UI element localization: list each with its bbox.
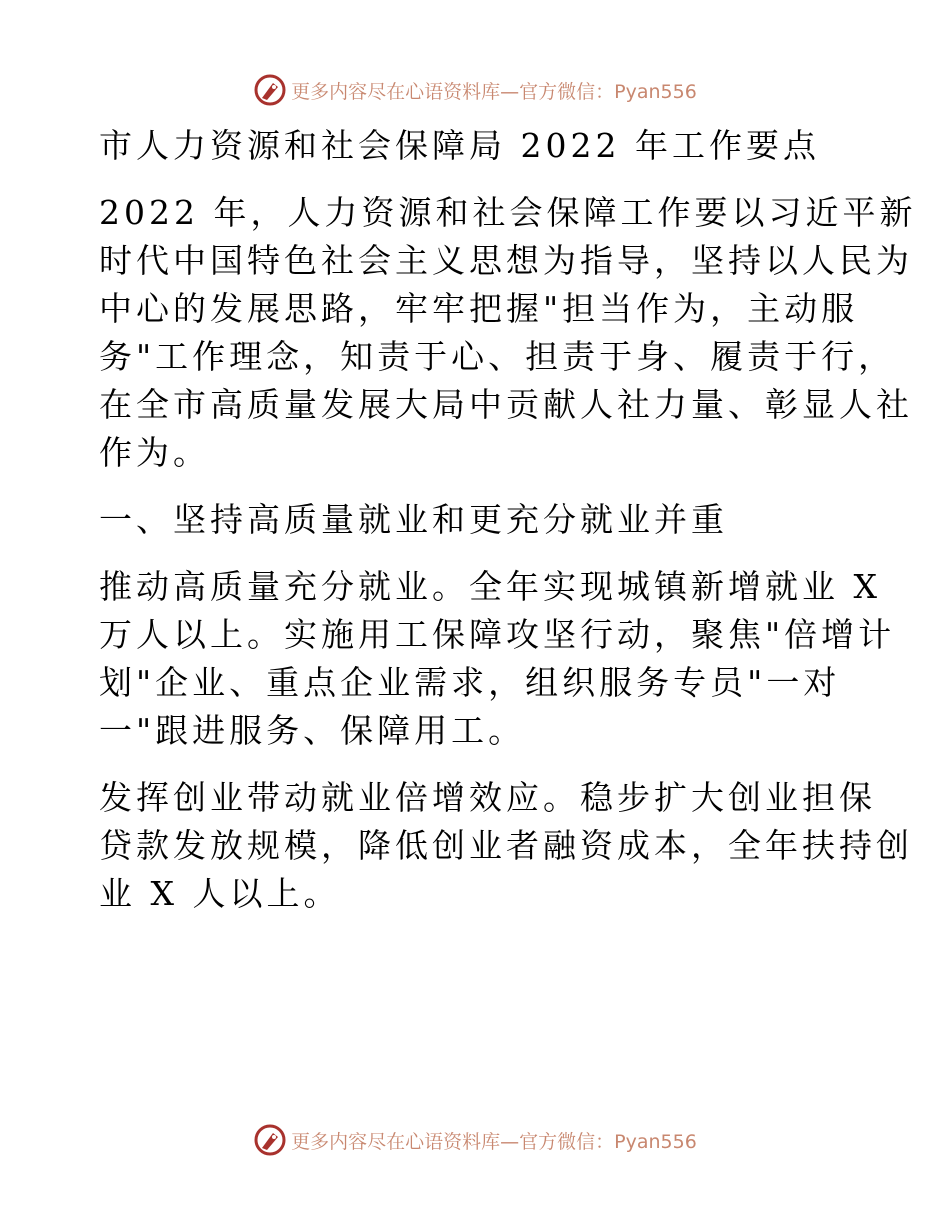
paragraph-line: 中心的发展思路，牢牢把握"担当作为，主动服	[99, 289, 859, 328]
paragraph-line: 推动高质量充分就业。全年实现城镇新增就业 X	[99, 567, 881, 606]
watermark-text: 更多内容尽在心语资料库—官方微信：Pyan556	[291, 1130, 697, 1153]
watermark-wechat-id: Pyan556	[614, 80, 697, 103]
paragraph-line: 作为。	[99, 433, 210, 472]
paragraph-entrepreneurship	[99, 774, 913, 918]
footer-watermark	[0, 1122, 950, 1158]
paragraph-line: 业 X 人以上。	[99, 874, 341, 913]
intro-paragraph	[99, 189, 917, 477]
document-title: 市人力资源和社会保障局 2022 年工作要点	[99, 126, 820, 165]
pen-nib-logo-icon	[253, 1123, 287, 1157]
paragraph-line: 务"工作理念，知责于心、担责于身、履责于行，	[99, 337, 896, 376]
paragraph-line: 一"跟进服务、保障用工。	[99, 711, 526, 750]
watermark-text: 更多内容尽在心语资料库—官方微信：Pyan556	[291, 80, 697, 103]
paragraph-line: 在全市高质量发展大局中贡献人社力量、彰显人社	[99, 385, 913, 424]
paragraph-line: 贷款发放规模，降低创业者融资成本，全年扶持创	[99, 826, 913, 865]
paragraph-line: 万人以上。实施用工保障攻坚行动，聚焦"倍增计	[99, 615, 896, 654]
document-body	[99, 122, 917, 918]
header-watermark	[0, 72, 950, 108]
paragraph-line: 时代中国特色社会主义思想为指导，坚持以人民为	[99, 241, 913, 280]
paragraph-line: 发挥创业带动就业倍增效应。稳步扩大创业担保	[99, 778, 876, 817]
paragraph-line: 2022 年，人力资源和社会保障工作要以习近平新	[99, 193, 917, 232]
pen-nib-logo-icon	[253, 73, 287, 107]
paragraph-line: 划"企业、重点企业需求，组织服务专员"一对	[99, 663, 841, 702]
paragraph-employment	[99, 563, 896, 755]
watermark-wechat-id: Pyan556	[614, 1130, 697, 1153]
section-heading: 一、坚持高质量就业和更充分就业并重	[99, 500, 728, 539]
